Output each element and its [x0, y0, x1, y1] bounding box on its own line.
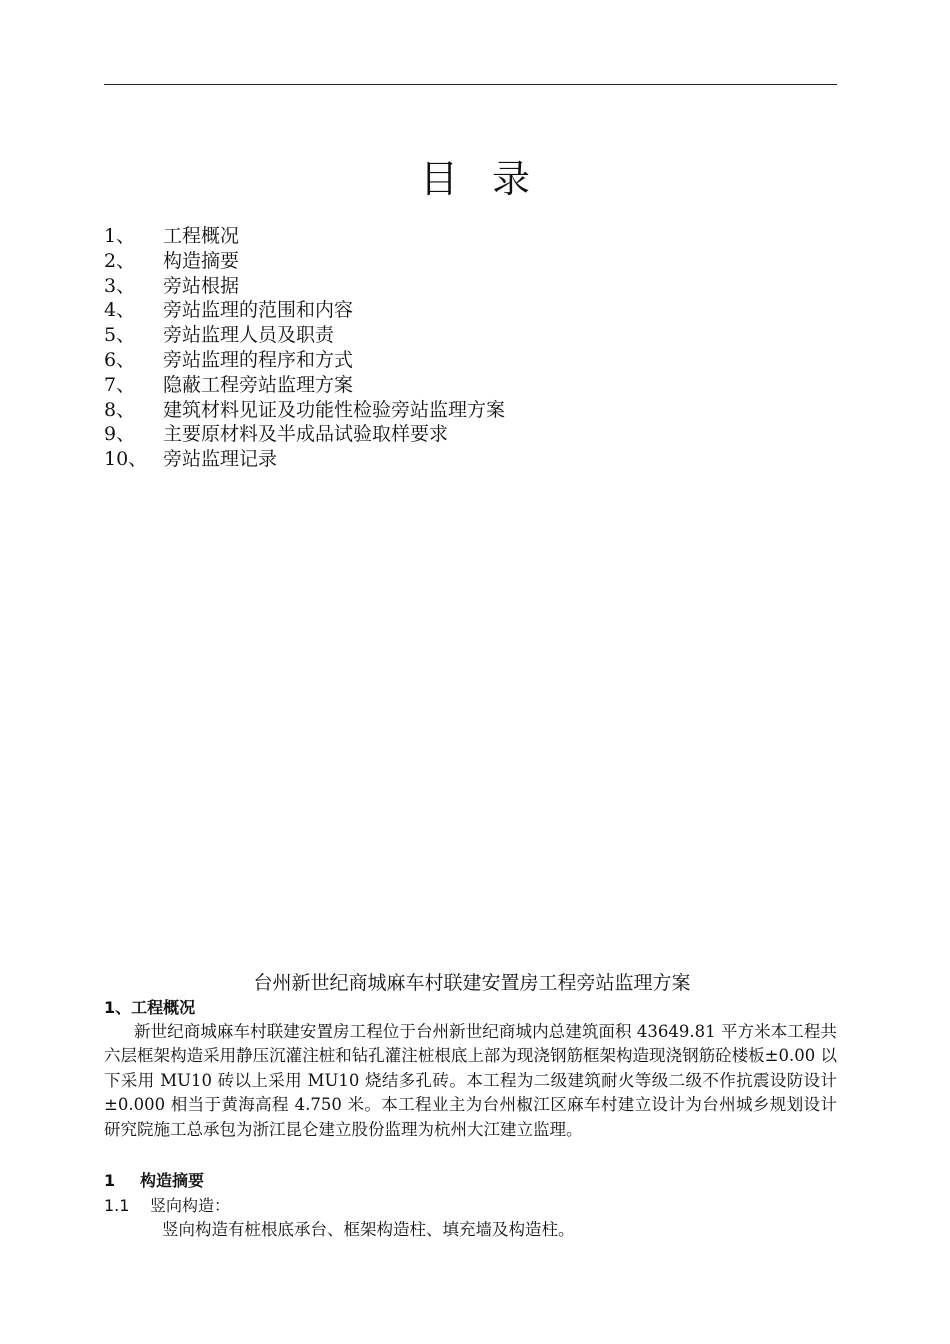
toc-item-number: 10、 — [104, 448, 148, 471]
toc-item-label: 旁站监理的范围和内容 — [163, 299, 354, 322]
toc-item-label: 构造摘要 — [163, 249, 240, 272]
toc-item-number: 9、 — [104, 423, 136, 446]
toc-item-number: 2、 — [104, 249, 136, 272]
toc-item — [104, 447, 505, 472]
subsection-number: 1.1 — [104, 1196, 130, 1215]
toc-item-label: 主要原材料及半成品试验取样要求 — [163, 423, 449, 446]
section-paragraph: 新世纪商城麻车村联建安置房工程位于台州新世纪商城内总建筑面积 43649.81 平方米本工程共六层框架构造采用静压沉灌注桩和钻孔灌注桩根底上部为现浇钢筋框架构造现浇钢筋砼楼板±0.00 以下采用 MU10 砖以上采用 MU10 烧结多孔砖。本工程为二级建筑耐火等级二级不作抗震设防设计±0.000 相当于黄海高程 4.750 米。本工程业主为台州椒江区麻车村建立设计为台州城乡规划设计研究院施工总承包为浙江昆仑建立股份监理为杭州大江建立监理。 — [104, 1022, 837, 1139]
toc-item — [104, 422, 505, 447]
toc-item-number: 3、 — [104, 274, 136, 297]
section-label: 构造摘要 — [140, 1171, 205, 1190]
toc-title: 目录 — [419, 157, 564, 201]
toc-item — [104, 274, 505, 299]
toc-item-number: 1、 — [104, 225, 136, 247]
toc-item — [104, 298, 505, 323]
toc-item-number: 7、 — [104, 373, 136, 396]
document-title: 台州新世纪商城麻车村联建安置房工程旁站监理方案 — [253, 972, 691, 994]
toc-item — [104, 224, 505, 249]
toc-item — [104, 323, 505, 348]
subsection-label: 竖向构造： — [150, 1196, 231, 1215]
section-heading — [104, 1169, 204, 1193]
toc-item-label: 旁站根据 — [163, 274, 240, 297]
section-number: 1 — [104, 1171, 116, 1190]
toc-item — [104, 249, 505, 274]
toc-item — [104, 373, 505, 398]
toc-item-label: 旁站监理的程序和方式 — [163, 348, 354, 371]
toc-item-label: 旁站监理人员及职责 — [163, 324, 335, 347]
toc-item-label: 旁站监理记录 — [163, 448, 278, 471]
toc-item-number: 6、 — [104, 348, 136, 371]
subsection-text: 竖向构造有桩根底承台、框架构造柱、填充墙及构造柱。 — [162, 1220, 575, 1239]
toc-item-label: 隐蔽工程旁站监理方案 — [163, 373, 354, 396]
toc-item-number: 5、 — [104, 324, 136, 347]
section-heading: 1、工程概况 — [104, 998, 196, 1017]
table-of-contents — [104, 224, 505, 472]
toc-item-number: 8、 — [104, 398, 136, 421]
subsection-heading — [104, 1194, 230, 1218]
header-rule — [104, 84, 837, 85]
toc-item — [104, 398, 505, 423]
toc-item-label: 工程概况 — [163, 225, 240, 247]
toc-item-number: 4、 — [104, 299, 136, 322]
toc-item-label: 建筑材料见证及功能性检验旁站监理方案 — [163, 398, 506, 421]
toc-item — [104, 348, 505, 373]
